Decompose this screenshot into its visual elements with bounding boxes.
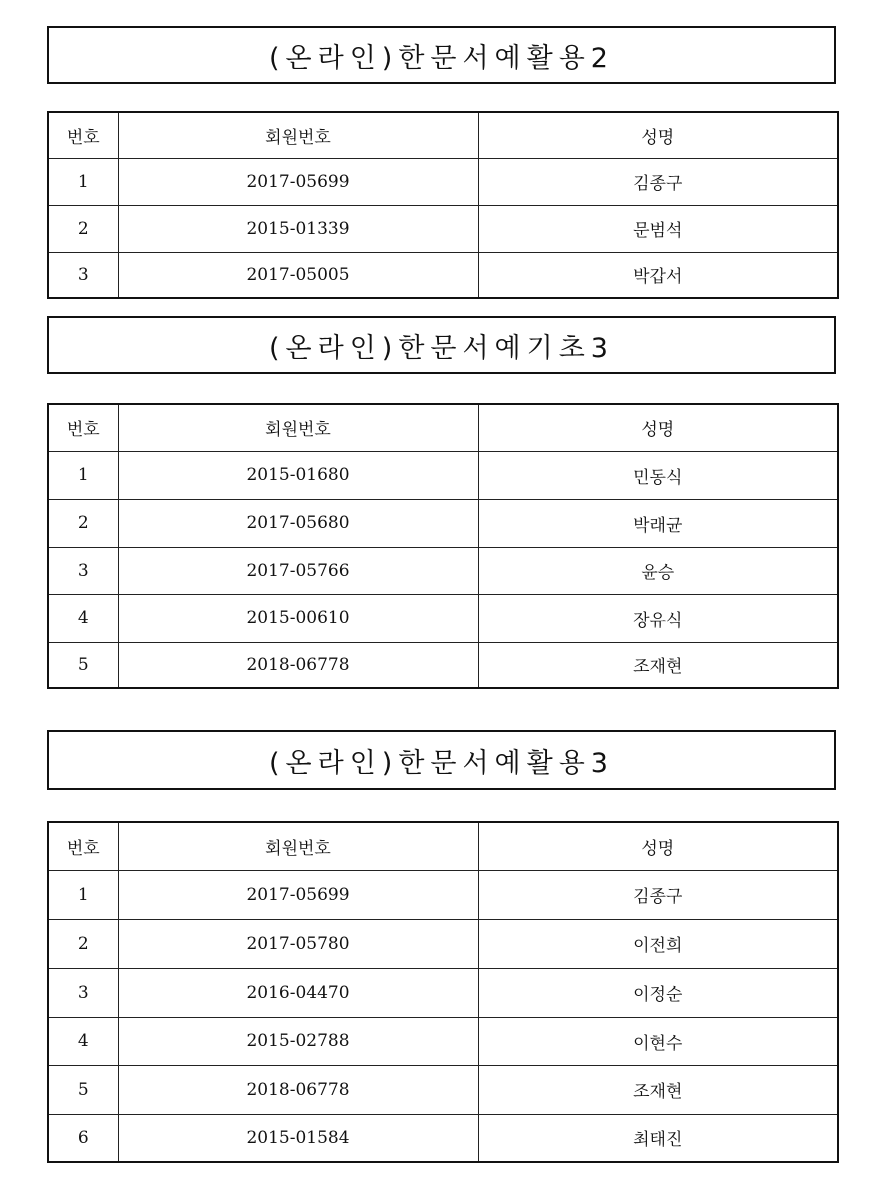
member-name: 김종구 [478,158,838,205]
member-id: 2015-01584 [118,1114,478,1162]
table-row [48,252,838,298]
member-id: 2015-02788 [118,1017,478,1065]
table-row [48,968,838,1017]
member-name: 윤승 [478,547,838,594]
header-name: 성명 [478,112,838,158]
member-table [47,403,839,689]
row-number: 2 [48,205,118,252]
table-header-row [48,112,838,158]
row-number: 3 [48,252,118,298]
table-row [48,594,838,642]
member-id: 2018-06778 [118,642,478,688]
table-row [48,547,838,594]
member-table [47,821,839,1163]
table-header-row [48,404,838,451]
section-title: (온라인)한문서예활용3 [47,730,836,790]
row-number: 4 [48,1017,118,1065]
table-row [48,642,838,688]
row-number: 6 [48,1114,118,1162]
member-id: 2017-05005 [118,252,478,298]
member-id: 2017-05766 [118,547,478,594]
row-number: 2 [48,499,118,547]
table-row [48,1114,838,1162]
header-name: 성명 [478,404,838,451]
table-row [48,1017,838,1065]
member-name: 박래균 [478,499,838,547]
member-id: 2017-05699 [118,870,478,919]
member-table [47,111,839,299]
row-number: 2 [48,919,118,968]
header-member-id: 회원번호 [118,822,478,870]
header-number: 번호 [48,112,118,158]
member-name: 이전희 [478,919,838,968]
row-number: 5 [48,642,118,688]
header-member-id: 회원번호 [118,112,478,158]
table-header-row [48,822,838,870]
table-row [48,158,838,205]
member-id: 2016-04470 [118,968,478,1017]
header-number: 번호 [48,822,118,870]
member-name: 조재현 [478,642,838,688]
member-name: 민동식 [478,451,838,499]
row-number: 4 [48,594,118,642]
table-row [48,451,838,499]
row-number: 5 [48,1065,118,1114]
member-id: 2015-01680 [118,451,478,499]
table-row [48,205,838,252]
member-id: 2017-05680 [118,499,478,547]
member-id: 2015-00610 [118,594,478,642]
table-row [48,870,838,919]
table-row [48,919,838,968]
table-row [48,499,838,547]
member-name: 이정순 [478,968,838,1017]
header-number: 번호 [48,404,118,451]
header-name: 성명 [478,822,838,870]
member-name: 문범석 [478,205,838,252]
member-name: 박갑서 [478,252,838,298]
row-number: 1 [48,158,118,205]
header-member-id: 회원번호 [118,404,478,451]
member-id: 2017-05780 [118,919,478,968]
member-id: 2017-05699 [118,158,478,205]
member-name: 장유식 [478,594,838,642]
member-name: 조재현 [478,1065,838,1114]
member-id: 2018-06778 [118,1065,478,1114]
section-title: (온라인)한문서예활용2 [47,26,836,84]
section-title: (온라인)한문서예기초3 [47,316,836,374]
row-number: 3 [48,547,118,594]
member-name: 최태진 [478,1114,838,1162]
row-number: 1 [48,451,118,499]
row-number: 1 [48,870,118,919]
row-number: 3 [48,968,118,1017]
member-id: 2015-01339 [118,205,478,252]
table-row [48,1065,838,1114]
member-name: 이현수 [478,1017,838,1065]
member-name: 김종구 [478,870,838,919]
